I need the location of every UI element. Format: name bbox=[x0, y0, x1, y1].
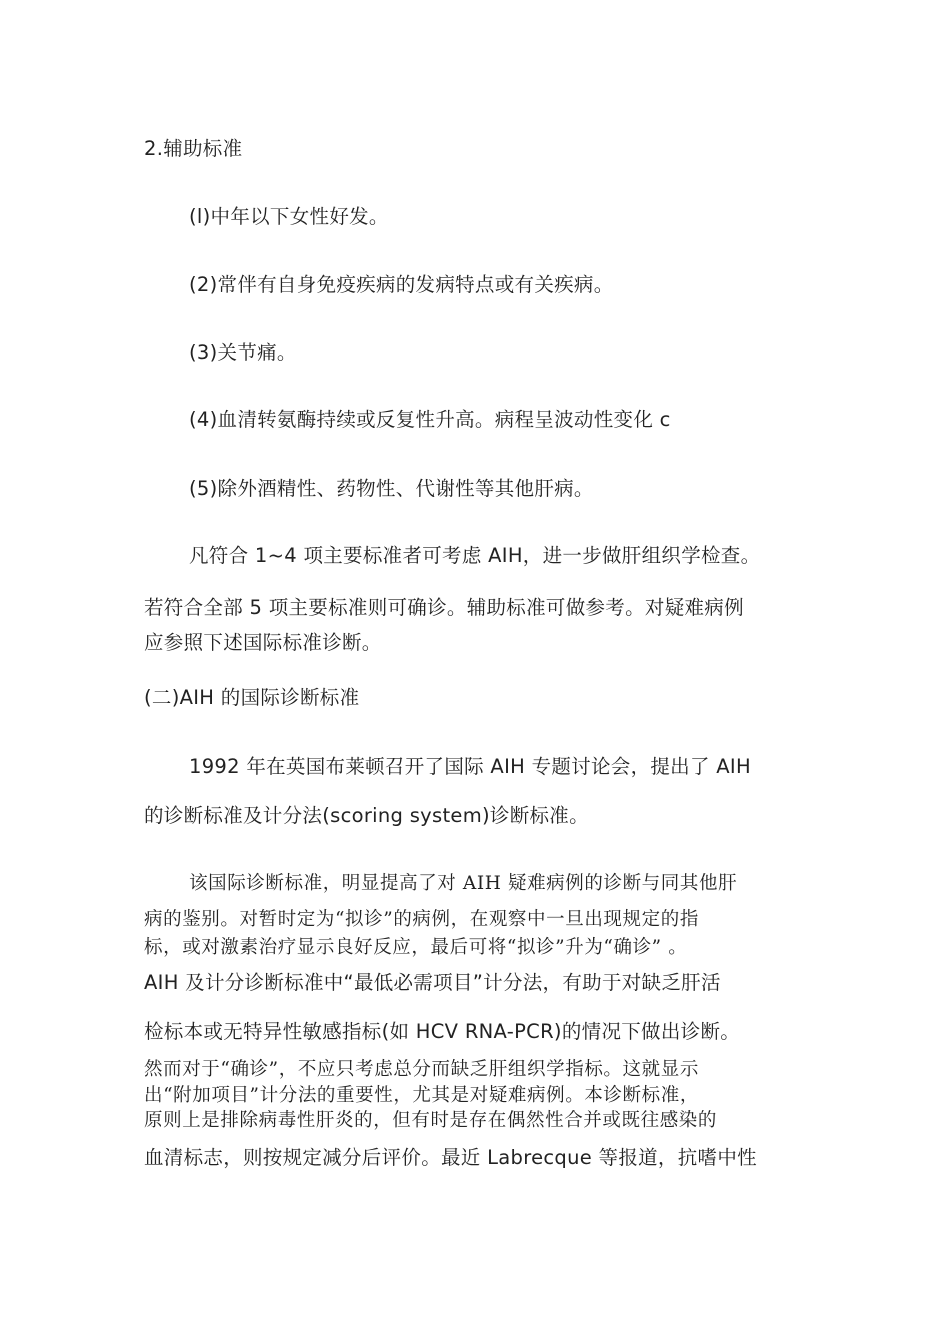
paragraph-line: 出“附加项目”计分法的重要性，尤其是对疑难病例。本诊断标准， bbox=[144, 1085, 699, 1106]
summary-line: 若符合全部 5 项主要标准则可确诊。辅助标准可做参考。对疑难病例 bbox=[144, 596, 744, 619]
aux-criterion-1: (l)中年以下女性好发。 bbox=[189, 205, 389, 228]
paragraph-line: 1992 年在英国布莱顿召开了国际 AIH 专题讨论会，提出了 AIH bbox=[189, 755, 751, 778]
paragraph-line: 病的鉴别。对暂时定为“拟诊”的病例，在观察中一旦出现规定的指 bbox=[144, 909, 699, 930]
aux-criterion-2: (2)常伴有自身免疫疾病的发病特点或有关疾病。 bbox=[189, 273, 614, 296]
paragraph-line: 血清标志，则按规定减分后评价。最近 Labrecque 等报道，抗嗜中性 bbox=[144, 1146, 757, 1169]
paragraph-line: 检标本或无特异性敏感指标(如 HCV RNA-PCR)的情况下做出诊断。 bbox=[144, 1020, 741, 1043]
section-heading-international: (二)AIH 的国际诊断标准 bbox=[144, 686, 360, 709]
paragraph-line: AIH 及计分诊断标准中“最低必需项目”计分法，有助于对缺乏肝活 bbox=[144, 971, 721, 994]
aux-criterion-3: (3)关节痛。 bbox=[189, 341, 297, 364]
paragraph-line: 标，或对激素治疗显示良好反应，最后可将“拟诊”升为“确诊” 。 bbox=[144, 937, 688, 958]
summary-line: 应参照下述国际标准诊断。 bbox=[144, 631, 382, 654]
paragraph-line: 该国际诊断标准，明显提高了对 AIH 疑难病例的诊断与同其他肝 bbox=[189, 873, 738, 894]
paragraph-line: 原则上是排除病毒性肝炎的，但有时是存在偶然性合并或既往感染的 bbox=[144, 1110, 718, 1131]
section-heading-auxiliary: 2.辅助标准 bbox=[144, 137, 243, 160]
paragraph-line: 的诊断标准及计分法(scoring system)诊断标准。 bbox=[144, 804, 589, 827]
aux-criterion-4: (4)血清转氨酶持续或反复性升高。病程呈波动性变化 c bbox=[189, 408, 671, 431]
summary-line: 凡符合 1~4 项主要标准者可考虑 AIH，进一步做肝组织学检查。 bbox=[189, 544, 761, 567]
paragraph-line: 然而对于“确诊”，不应只考虑总分而缺乏肝组织学指标。这就显示 bbox=[144, 1059, 699, 1080]
aux-criterion-5: (5)除外酒精性、药物性、代谢性等其他肝病。 bbox=[189, 477, 594, 500]
